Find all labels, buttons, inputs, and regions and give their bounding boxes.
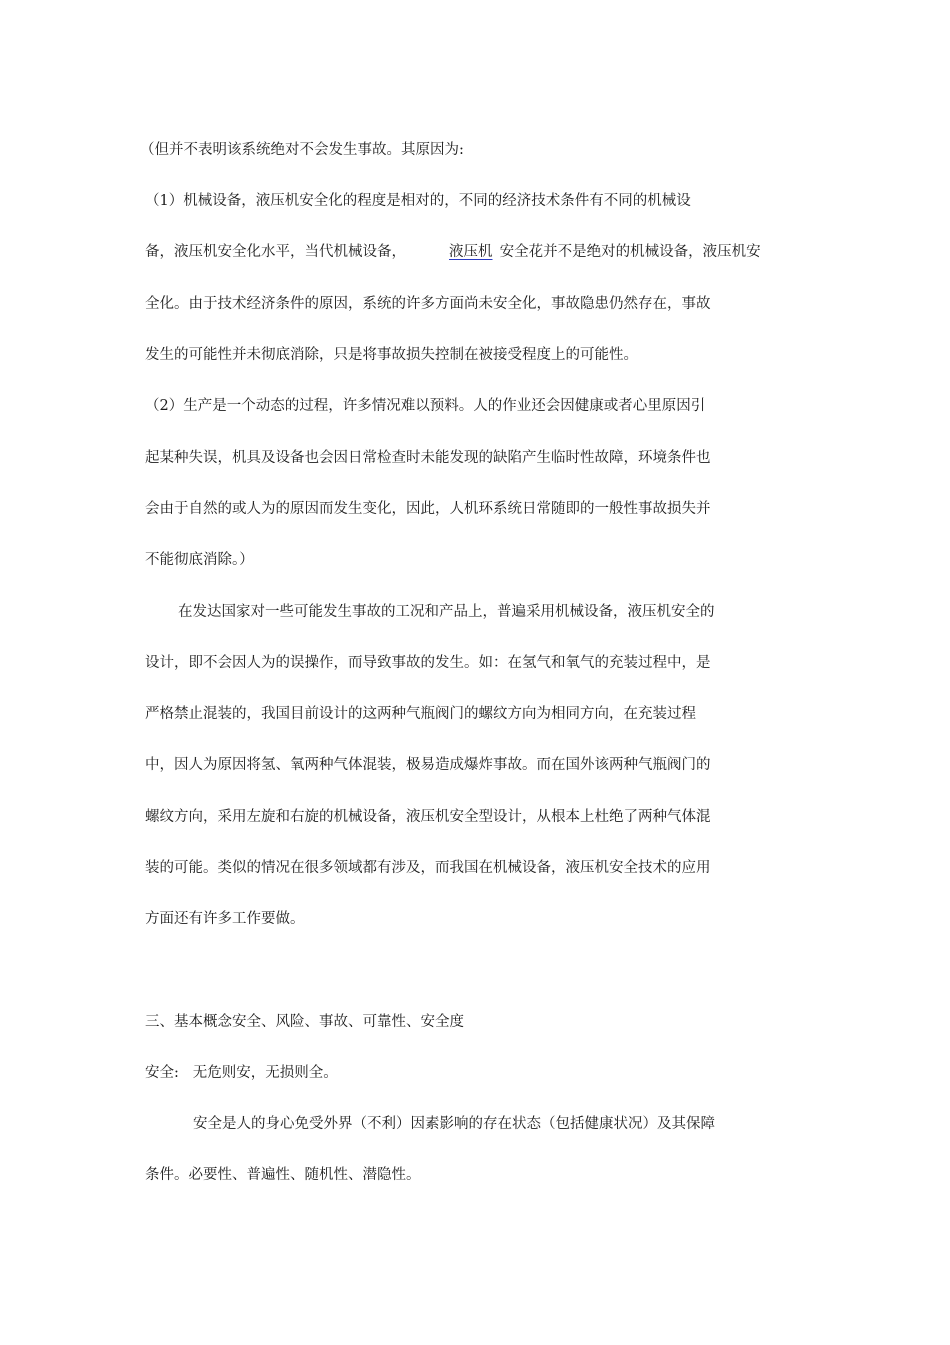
text-line-13: 中，因人为原因将氢、氧两种气体混装，极易造成爆炸事故。而在国外该两种气瓶阀门的	[145, 757, 711, 773]
text-line-8: 会由于自然的或人为的原因而发生变化，因此，人机环系统日常随即的一般性事故损失并	[145, 501, 711, 517]
definition-line: 安全: 无危则安，无损则全。	[145, 1065, 338, 1081]
text-line-19: 安全是人的身心免受外界（不利）因素影响的存在状态（包括健康状况）及其保障	[193, 1116, 715, 1132]
text-line-11: 设计，即不会因人为的误操作，而导致事故的发生。如：在氢气和氧气的充装过程中，是	[145, 655, 711, 671]
text-line-15: 装的可能。类似的情况在很多领域都有涉及，而我国在机械设备，液压机安全技术的应用	[145, 860, 711, 876]
text-line-14: 螺纹方向，采用左旋和右旋的机械设备，液压机安全型设计，从根本上杜绝了两种气体混	[145, 809, 711, 825]
text-line-10: 在发达国家对一些可能发生事故的工况和产品上，普遍采用机械设备，液压机安全的	[178, 604, 715, 620]
text-line-3-end: 安全花并不是绝对的机械设备，液压机安	[495, 244, 761, 260]
text-line-2: （1）机械设备，液压机安全化的程度是相对的，不同的经济技术条件有不同的机械设	[145, 193, 691, 209]
text-line-3-link[interactable]: 液压机	[449, 244, 493, 260]
text-line-12: 严格禁止混装的，我国目前设计的这两种气瓶阀门的螺纹方向为相同方向，在充装过程	[145, 706, 696, 722]
text-line-3-start: 备，液压机安全化水平，当代机械设备，	[145, 244, 406, 260]
text-line-3	[145, 244, 761, 260]
text-line-20: 条件。必要性、普遍性、随机性、潜隐性。	[145, 1167, 421, 1183]
text-line-16: 方面还有许多工作要做。	[145, 911, 305, 927]
text-line-1: （但并不表明该系统绝对不会发生事故。其原因为:	[140, 142, 464, 158]
text-line-5: 发生的可能性并未彻底消除，只是将事故损失控制在被接受程度上的可能性。	[145, 347, 638, 363]
text-line-9: 不能彻底消除。）	[145, 552, 254, 568]
text-line-4: 全化。由于技术经济条件的原因，系统的许多方面尚未安全化，事故隐患仍然存在，事故	[145, 296, 711, 312]
text-line-7: 起某种失误，机具及设备也会因日常检查时未能发现的缺陷产生临时性故障，环境条件也	[145, 450, 711, 466]
section-heading: 三、基本概念安全、风险、事故、可靠性、安全度	[145, 1014, 464, 1030]
text-line-6: （2）生产是一个动态的过程，许多情况难以预料。人的作业还会因健康或者心里原因引	[145, 398, 706, 414]
